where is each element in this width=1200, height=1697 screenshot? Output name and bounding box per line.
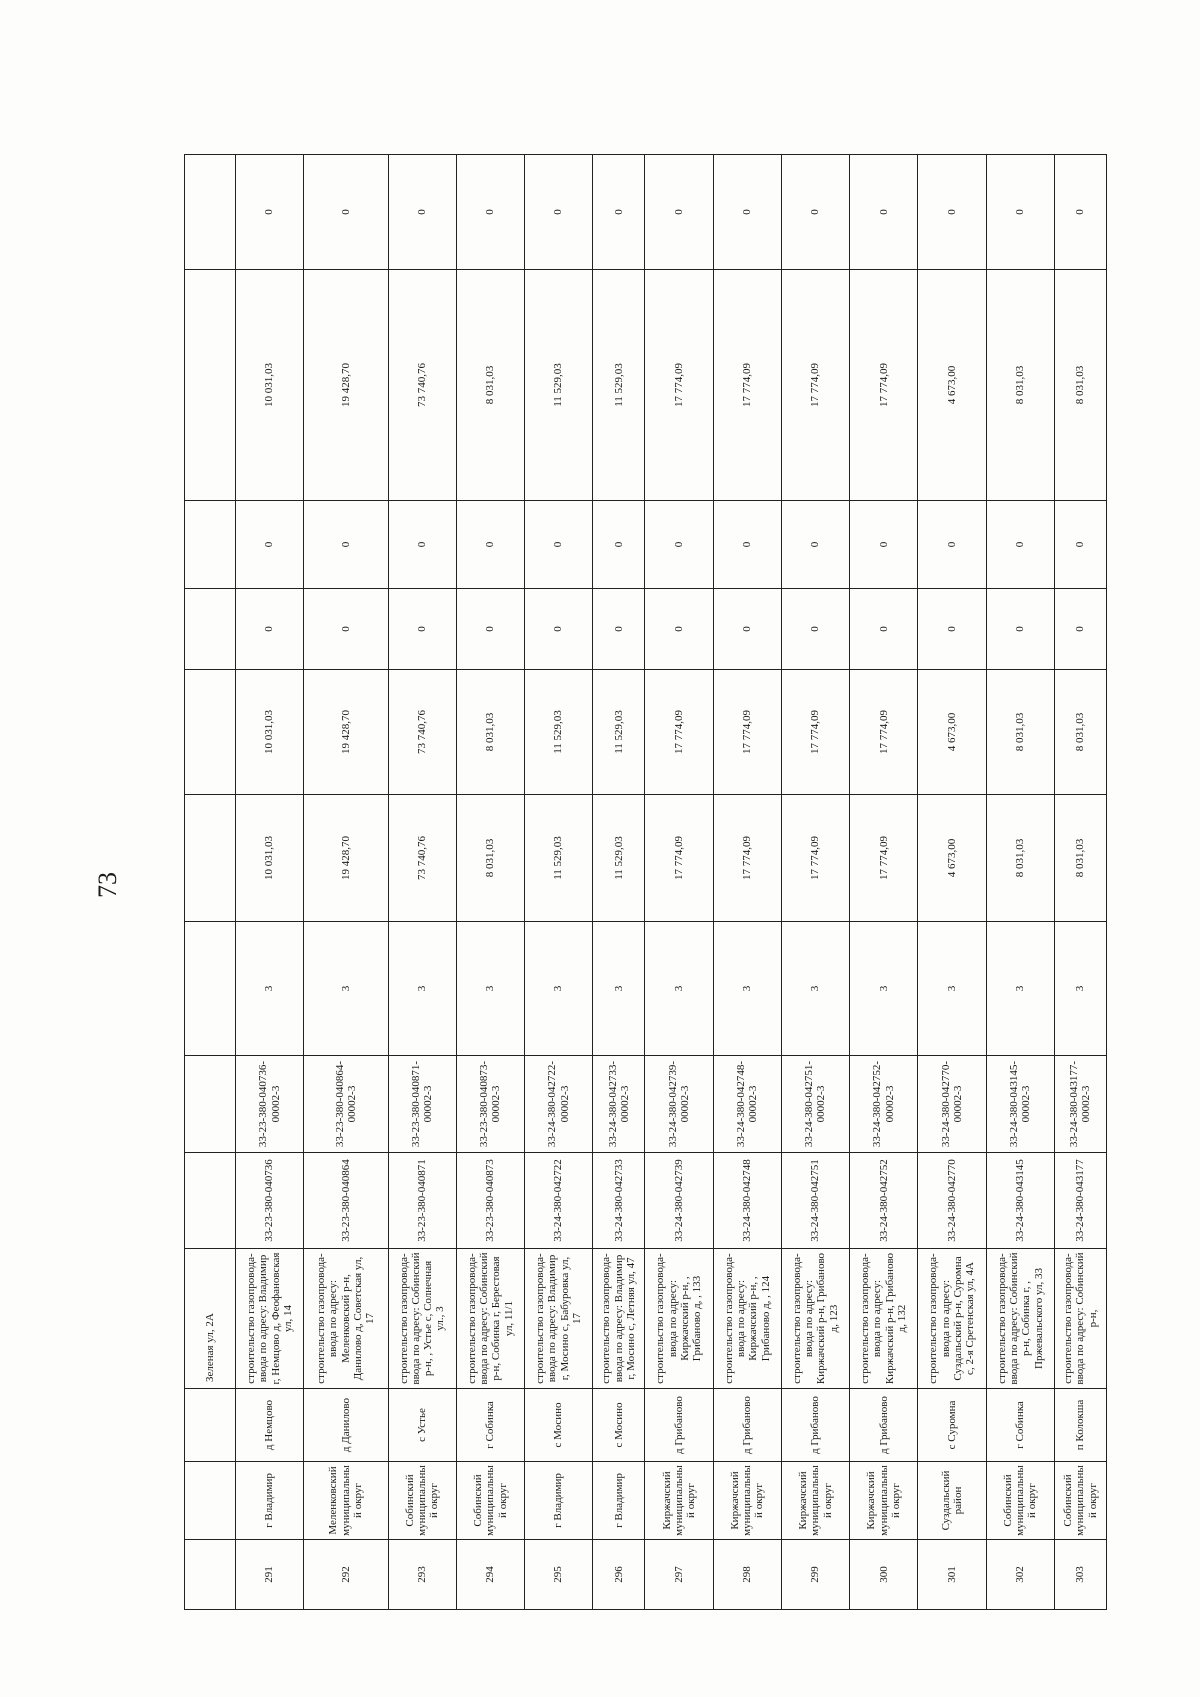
zero-value-cell: 0 xyxy=(304,589,388,670)
object-code-cell: 33-23-380-040736 xyxy=(236,1153,304,1249)
zero-value-cell: 0 xyxy=(986,155,1054,270)
object-code-cell: 33-24-380-043177 xyxy=(1054,1153,1106,1249)
zero-value-cell: 0 xyxy=(236,155,304,270)
locality-cell: д Данилово xyxy=(304,1389,388,1462)
amount-final-cell: 19 428,70 xyxy=(304,270,388,501)
locality-cell: д Немцово xyxy=(236,1389,304,1462)
zero-value-cell: 0 xyxy=(593,589,645,670)
empty-cell xyxy=(185,1056,236,1153)
row-number-cell: 293 xyxy=(388,1540,456,1610)
row-number-cell: 303 xyxy=(1054,1540,1106,1610)
amount-planned-cell: 19 428,70 xyxy=(304,670,388,795)
amount-final-cell: 8 031,03 xyxy=(986,270,1054,501)
table-row xyxy=(593,155,645,1610)
amount-total-cell: 4 673,00 xyxy=(918,795,986,922)
empty-cell xyxy=(185,270,236,501)
zero-value-cell: 0 xyxy=(388,155,456,270)
category-cell: 3 xyxy=(1054,922,1106,1056)
row-number-cell: 291 xyxy=(236,1540,304,1610)
category-cell: 3 xyxy=(645,922,713,1056)
object-full-code-cell: 33-24-380-042733-00002-3 xyxy=(593,1056,645,1153)
zero-value-cell: 0 xyxy=(645,501,713,589)
empty-cell xyxy=(185,589,236,670)
category-cell: 3 xyxy=(236,922,304,1056)
zero-value-cell: 0 xyxy=(781,155,849,270)
description-cell: строительство газопровода-ввода по адресу: Собинский р-н, Собинка г, , Пржевальского ул, 33 xyxy=(986,1249,1054,1389)
description-cell: строительство газопровода-ввода по адресу: Владимир г, Мосино с, Летняя ул, 47 xyxy=(593,1249,645,1389)
description-cell: строительство газопровода-ввода по адресу: Собинский р-н, xyxy=(1054,1249,1106,1389)
amount-total-cell: 8 031,03 xyxy=(1054,795,1106,922)
amount-planned-cell: 11 529,03 xyxy=(593,670,645,795)
empty-cell xyxy=(185,1540,236,1610)
locality-cell: д Грибаново xyxy=(781,1389,849,1462)
zero-value-cell: 0 xyxy=(986,501,1054,589)
district-cell: Суздальский район xyxy=(918,1462,986,1540)
amount-planned-cell: 17 774,09 xyxy=(645,670,713,795)
amount-planned-cell: 8 031,03 xyxy=(986,670,1054,795)
locality-cell: с Мосино xyxy=(593,1389,645,1462)
zero-value-cell: 0 xyxy=(1054,589,1106,670)
object-code-cell: 33-24-380-043145 xyxy=(986,1153,1054,1249)
row-number-cell: 294 xyxy=(456,1540,524,1610)
zero-value-cell: 0 xyxy=(1054,155,1106,270)
zero-value-cell: 0 xyxy=(1054,501,1106,589)
object-full-code-cell: 33-24-380-042752-00002-3 xyxy=(850,1056,918,1153)
zero-value-cell: 0 xyxy=(456,501,524,589)
object-code-cell: 33-24-380-042752 xyxy=(850,1153,918,1249)
object-full-code-cell: 33-24-380-043177-00002-3 xyxy=(1054,1056,1106,1153)
zero-value-cell: 0 xyxy=(525,155,593,270)
zero-value-cell: 0 xyxy=(713,155,781,270)
empty-cell xyxy=(185,1389,236,1462)
amount-planned-cell: 8 031,03 xyxy=(456,670,524,795)
description-cell: строительство газопровода-ввода по адресу: Собинский р-н, , Устье с, Солнечная ул., 3 xyxy=(388,1249,456,1389)
zero-value-cell: 0 xyxy=(304,501,388,589)
amount-final-cell: 11 529,03 xyxy=(525,270,593,501)
amount-total-cell: 11 529,03 xyxy=(525,795,593,922)
amount-planned-cell: 8 031,03 xyxy=(1054,670,1106,795)
zero-value-cell: 0 xyxy=(713,589,781,670)
object-full-code-cell: 33-23-380-040864-00002-3 xyxy=(304,1056,388,1153)
zero-value-cell: 0 xyxy=(645,155,713,270)
zero-value-cell: 0 xyxy=(593,501,645,589)
locality-cell: г Собинка xyxy=(986,1389,1054,1462)
rotated-table-container xyxy=(184,155,1107,1610)
category-cell: 3 xyxy=(388,922,456,1056)
amount-final-cell: 17 774,09 xyxy=(781,270,849,501)
table-row xyxy=(1054,155,1106,1610)
amount-final-cell: 73 740,76 xyxy=(388,270,456,501)
district-cell: г Владимир xyxy=(525,1462,593,1540)
district-cell: Киржачский муниципальный округ xyxy=(850,1462,918,1540)
category-cell: 3 xyxy=(456,922,524,1056)
amount-planned-cell: 11 529,03 xyxy=(525,670,593,795)
object-full-code-cell: 33-23-380-040736-00002-3 xyxy=(236,1056,304,1153)
district-cell: Киржачский муниципальный округ xyxy=(645,1462,713,1540)
empty-cell xyxy=(185,922,236,1056)
zero-value-cell: 0 xyxy=(850,155,918,270)
zero-value-cell: 0 xyxy=(236,589,304,670)
category-cell: 3 xyxy=(713,922,781,1056)
amount-total-cell: 73 740,76 xyxy=(388,795,456,922)
amount-planned-cell: 17 774,09 xyxy=(781,670,849,795)
object-full-code-cell: 33-24-380-042770-00002-3 xyxy=(918,1056,986,1153)
amount-final-cell: 8 031,03 xyxy=(456,270,524,501)
object-full-code-cell: 33-24-380-042739-00002-3 xyxy=(645,1056,713,1153)
row-number-cell: 297 xyxy=(645,1540,713,1610)
amount-total-cell: 10 031,03 xyxy=(236,795,304,922)
object-full-code-cell: 33-24-380-043145-00002-3 xyxy=(986,1056,1054,1153)
object-code-cell: 33-24-380-042770 xyxy=(918,1153,986,1249)
description-cell: строительство газопровода-ввода по адресу: Киржачский р-н, Грибаново д, 132 xyxy=(850,1249,918,1389)
category-cell: 3 xyxy=(986,922,1054,1056)
amount-planned-cell: 73 740,76 xyxy=(388,670,456,795)
district-cell: Киржачский муниципальный округ xyxy=(781,1462,849,1540)
gas-pipeline-table xyxy=(184,154,1107,1610)
amount-final-cell: 17 774,09 xyxy=(850,270,918,501)
amount-total-cell: 8 031,03 xyxy=(986,795,1054,922)
amount-total-cell: 17 774,09 xyxy=(781,795,849,922)
amount-total-cell: 19 428,70 xyxy=(304,795,388,922)
description-cell: строительство газопровода-ввода по адресу: Киржачский р-н, , Грибаново д, , 133 xyxy=(645,1249,713,1389)
object-code-cell: 33-24-380-042739 xyxy=(645,1153,713,1249)
locality-cell: д Грибаново xyxy=(645,1389,713,1462)
amount-final-cell: 10 031,03 xyxy=(236,270,304,501)
empty-cell xyxy=(185,670,236,795)
zero-value-cell: 0 xyxy=(236,501,304,589)
zero-value-cell: 0 xyxy=(525,589,593,670)
empty-cell xyxy=(185,1153,236,1249)
object-full-code-cell: 33-23-380-040873-00002-3 xyxy=(456,1056,524,1153)
object-code-cell: 33-23-380-040873 xyxy=(456,1153,524,1249)
zero-value-cell: 0 xyxy=(645,589,713,670)
row-number-cell: 296 xyxy=(593,1540,645,1610)
zero-value-cell: 0 xyxy=(388,501,456,589)
description-cell: строительство газопровода-ввода по адресу: Меленковский р-н, Данилово д, Советская ул, 17 xyxy=(304,1249,388,1389)
locality-cell: с Суромна xyxy=(918,1389,986,1462)
row-number-cell: 299 xyxy=(781,1540,849,1610)
empty-cell xyxy=(185,501,236,589)
description-cell: строительство газопровода-ввода по адресу: Владимир г, Немцово д, Феофановская ул, 14 xyxy=(236,1249,304,1389)
zero-value-cell: 0 xyxy=(918,501,986,589)
table-row xyxy=(456,155,524,1610)
zero-value-cell: 0 xyxy=(593,155,645,270)
table-row xyxy=(525,155,593,1610)
zero-value-cell: 0 xyxy=(850,501,918,589)
description-cell: строительство газопровода-ввода по адресу: Киржачский р-н, , Грибаново д, , 124 xyxy=(713,1249,781,1389)
district-cell: г Владимир xyxy=(593,1462,645,1540)
description-cell: строительство газопровода-ввода по адресу: Владимир г, Мосино с, Бабуровка ул, 17 xyxy=(525,1249,593,1389)
table-row xyxy=(713,155,781,1610)
locality-cell: д Грибаново xyxy=(850,1389,918,1462)
zero-value-cell: 0 xyxy=(850,589,918,670)
amount-final-cell: 17 774,09 xyxy=(713,270,781,501)
zero-value-cell: 0 xyxy=(986,589,1054,670)
zero-value-cell: 0 xyxy=(713,501,781,589)
category-cell: 3 xyxy=(850,922,918,1056)
empty-cell xyxy=(185,795,236,922)
zero-value-cell: 0 xyxy=(525,501,593,589)
table-row xyxy=(986,155,1054,1610)
amount-total-cell: 17 774,09 xyxy=(645,795,713,922)
amount-final-cell: 11 529,03 xyxy=(593,270,645,501)
empty-cell xyxy=(185,155,236,270)
object-full-code-cell: 33-24-380-042748-00002-3 xyxy=(713,1056,781,1153)
object-full-code-cell: 33-23-380-040871-00002-3 xyxy=(388,1056,456,1153)
object-code-cell: 33-24-380-042751 xyxy=(781,1153,849,1249)
district-cell: Собинский муниципальный округ xyxy=(388,1462,456,1540)
zero-value-cell: 0 xyxy=(304,155,388,270)
amount-total-cell: 8 031,03 xyxy=(456,795,524,922)
carry-over-address: Зеленая ул, 2А xyxy=(185,1249,236,1389)
table-row xyxy=(304,155,388,1610)
category-cell: 3 xyxy=(918,922,986,1056)
district-cell: Собинский муниципальный округ xyxy=(986,1462,1054,1540)
category-cell: 3 xyxy=(781,922,849,1056)
locality-cell: с Устье xyxy=(388,1389,456,1462)
description-cell: строительство газопровода-ввода по адресу: Суздальский р-н, Суромна с, 2-я Сретенская ул, 4А xyxy=(918,1249,986,1389)
object-code-cell: 33-24-380-042748 xyxy=(713,1153,781,1249)
object-code-cell: 33-24-380-042722 xyxy=(525,1153,593,1249)
row-number-cell: 302 xyxy=(986,1540,1054,1610)
amount-total-cell: 17 774,09 xyxy=(713,795,781,922)
table-row xyxy=(236,155,304,1610)
amount-planned-cell: 10 031,03 xyxy=(236,670,304,795)
table-row xyxy=(850,155,918,1610)
district-cell: Собинский муниципальный округ xyxy=(1054,1462,1106,1540)
district-cell: г Владимир xyxy=(236,1462,304,1540)
object-code-cell: 33-24-380-042733 xyxy=(593,1153,645,1249)
object-code-cell: 33-23-380-040871 xyxy=(388,1153,456,1249)
locality-cell: с Мосино xyxy=(525,1389,593,1462)
amount-final-cell: 4 673,00 xyxy=(918,270,986,501)
locality-cell: п Колокша xyxy=(1054,1389,1106,1462)
district-cell: Собинский муниципальный округ xyxy=(456,1462,524,1540)
table-top-row xyxy=(185,155,236,1610)
table-row xyxy=(645,155,713,1610)
table-row xyxy=(388,155,456,1610)
table-row xyxy=(781,155,849,1610)
category-cell: 3 xyxy=(525,922,593,1056)
row-number-cell: 301 xyxy=(918,1540,986,1610)
district-cell: Меленковский муниципальный округ xyxy=(304,1462,388,1540)
zero-value-cell: 0 xyxy=(918,155,986,270)
object-code-cell: 33-23-380-040864 xyxy=(304,1153,388,1249)
description-cell: строительство газопровода-ввода по адресу: Собинский р-н, Собинка г, Берестовая ул, 11/1 xyxy=(456,1249,524,1389)
row-number-cell: 298 xyxy=(713,1540,781,1610)
zero-value-cell: 0 xyxy=(456,155,524,270)
object-full-code-cell: 33-24-380-042722-00002-3 xyxy=(525,1056,593,1153)
amount-final-cell: 8 031,03 xyxy=(1054,270,1106,501)
row-number-cell: 295 xyxy=(525,1540,593,1610)
locality-cell: д Грибаново xyxy=(713,1389,781,1462)
category-cell: 3 xyxy=(304,922,388,1056)
zero-value-cell: 0 xyxy=(388,589,456,670)
zero-value-cell: 0 xyxy=(781,501,849,589)
row-number-cell: 300 xyxy=(850,1540,918,1610)
amount-total-cell: 11 529,03 xyxy=(593,795,645,922)
page-number: 73 xyxy=(93,872,122,898)
row-number-cell: 292 xyxy=(304,1540,388,1610)
object-full-code-cell: 33-24-380-042751-00002-3 xyxy=(781,1056,849,1153)
empty-cell xyxy=(185,1462,236,1540)
locality-cell: г Собинка xyxy=(456,1389,524,1462)
amount-planned-cell: 17 774,09 xyxy=(850,670,918,795)
description-cell: строительство газопровода-ввода по адресу: Киржачский р-н, Грибаново д, 123 xyxy=(781,1249,849,1389)
table-row xyxy=(918,155,986,1610)
zero-value-cell: 0 xyxy=(781,589,849,670)
category-cell: 3 xyxy=(593,922,645,1056)
district-cell: Киржачский муниципальный округ xyxy=(713,1462,781,1540)
amount-planned-cell: 17 774,09 xyxy=(713,670,781,795)
amount-planned-cell: 4 673,00 xyxy=(918,670,986,795)
zero-value-cell: 0 xyxy=(918,589,986,670)
amount-final-cell: 17 774,09 xyxy=(645,270,713,501)
amount-total-cell: 17 774,09 xyxy=(850,795,918,922)
zero-value-cell: 0 xyxy=(456,589,524,670)
